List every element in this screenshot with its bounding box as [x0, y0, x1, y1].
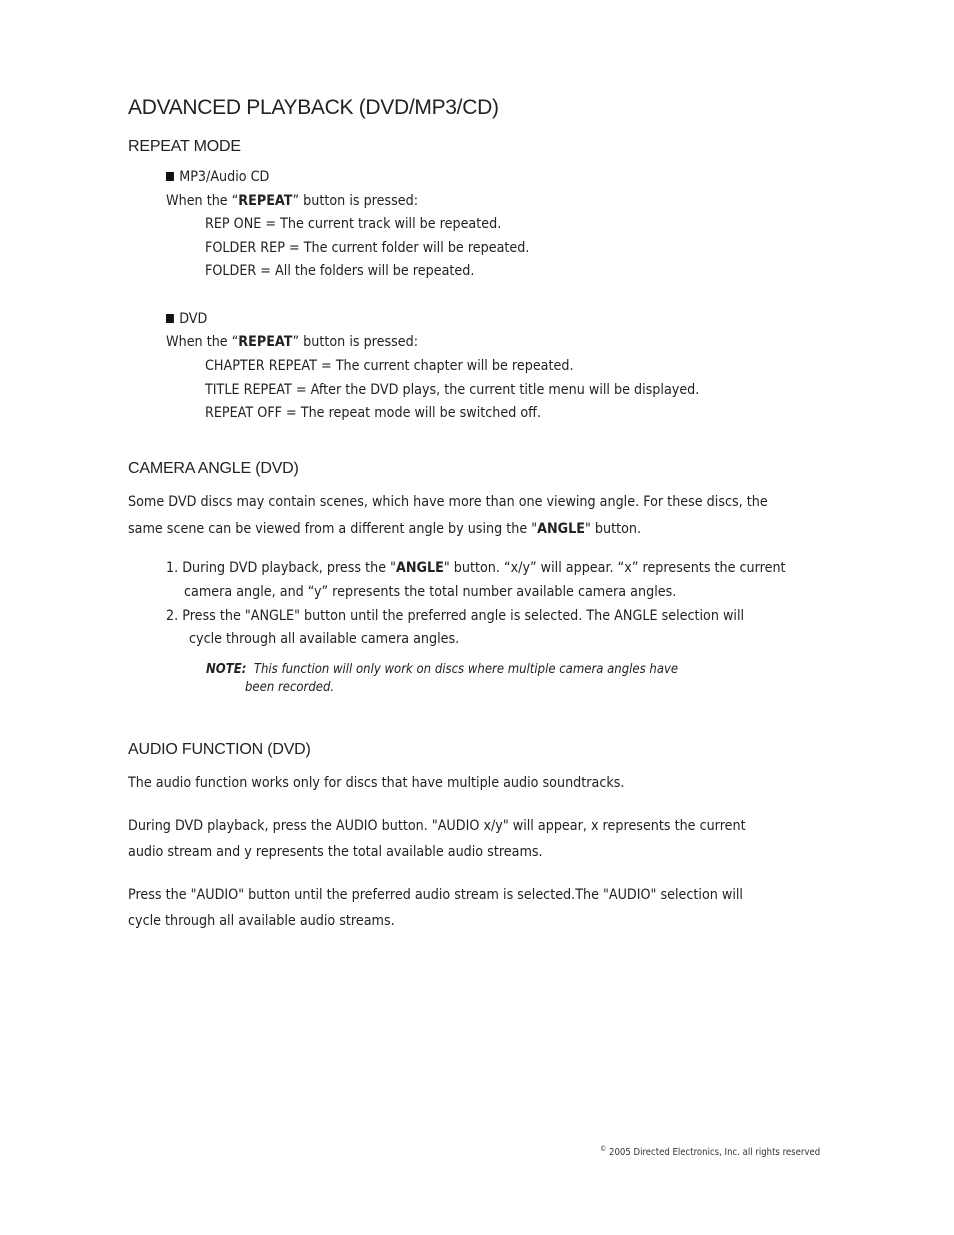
mp3-item-1: REP ONE = The current track will be repeated. [205, 216, 502, 232]
step-text: " button. “x/y” will appear. “x” represents the current [443, 560, 786, 576]
intro-text: ” button is pressed: [292, 193, 419, 209]
dvd-item-2: TITLE REPEAT = After the DVD plays, the current title menu will be displayed. [205, 382, 700, 398]
camera-note-line-1 [206, 662, 678, 677]
step-text: 1. During DVD playback, press the " [166, 560, 396, 576]
dvd-bullet [166, 311, 207, 327]
note-label: NOTE: [206, 662, 247, 677]
square-bullet-icon [166, 172, 174, 181]
camera-step-2-line-1: 2. Press the "ANGLE" button until the preferred angle is selected. The ANGLE selection will [166, 608, 745, 624]
copyright-symbol: © [600, 1145, 607, 1153]
audio-para-1: The audio function works only for discs that have multiple audio soundtracks. [128, 775, 625, 791]
camera-heading: CAMERA ANGLE (DVD) [128, 460, 299, 477]
dvd-label: DVD [179, 311, 208, 327]
note-text: This function will only work on discs where multiple camera angles have [253, 662, 679, 677]
audio-para-3-line-1: Press the "AUDIO" button until the preferred audio stream is selected.The "AUDIO" selection will [128, 887, 743, 903]
dvd-intro [166, 334, 418, 350]
mp3-item-2: FOLDER REP = The current folder will be repeated. [205, 240, 530, 256]
camera-para-line-1: Some DVD discs may contain scenes, which have more than one viewing angle. For these discs, the [128, 494, 768, 510]
audio-para-2-line-1: During DVD playback, press the AUDIO button. "AUDIO x/y" will appear, x represents the current [128, 818, 746, 834]
mp3-intro [166, 193, 418, 209]
angle-button-name: ANGLE [537, 521, 585, 537]
intro-text: When the “ [166, 334, 239, 350]
square-bullet-icon [166, 314, 174, 323]
angle-button-name: ANGLE [395, 560, 444, 576]
page-title: ADVANCED PLAYBACK (DVD/MP3/CD) [128, 96, 499, 119]
repeat-button-name: REPEAT [238, 193, 293, 209]
camera-step-1-line-1 [166, 560, 786, 576]
repeat-heading: REPEAT MODE [128, 138, 241, 155]
repeat-button-name: REPEAT [238, 334, 293, 350]
mp3-item-3: FOLDER = All the folders will be repeated. [205, 263, 475, 279]
intro-text: ” button is pressed: [292, 334, 419, 350]
camera-note-line-2: been recorded. [245, 680, 335, 695]
audio-heading: AUDIO FUNCTION (DVD) [128, 741, 311, 758]
audio-para-3-line-2: cycle through all available audio streams. [128, 913, 395, 929]
mp3-bullet [166, 169, 269, 185]
audio-para-2-line-2: audio stream and y represents the total available audio streams. [128, 844, 543, 860]
camera-step-2-line-2: cycle through all available camera angles. [189, 631, 460, 647]
mp3-label: MP3/Audio CD [179, 169, 270, 185]
dvd-item-1: CHAPTER REPEAT = The current chapter will be repeated. [205, 358, 574, 374]
intro-text: When the “ [166, 193, 239, 209]
para-text: same scene can be viewed from a different angle by using the " [128, 521, 538, 537]
footer-copyright [600, 1145, 820, 1158]
footer-text: 2005 Directed Electronics, Inc. all rights reserved [609, 1147, 821, 1159]
dvd-item-3: REPEAT OFF = The repeat mode will be switched off. [205, 405, 542, 421]
para-text: " button. [584, 521, 642, 537]
camera-step-1-line-2: camera angle, and “y” represents the total number available camera angles. [184, 584, 677, 600]
camera-para-line-2 [128, 521, 641, 537]
